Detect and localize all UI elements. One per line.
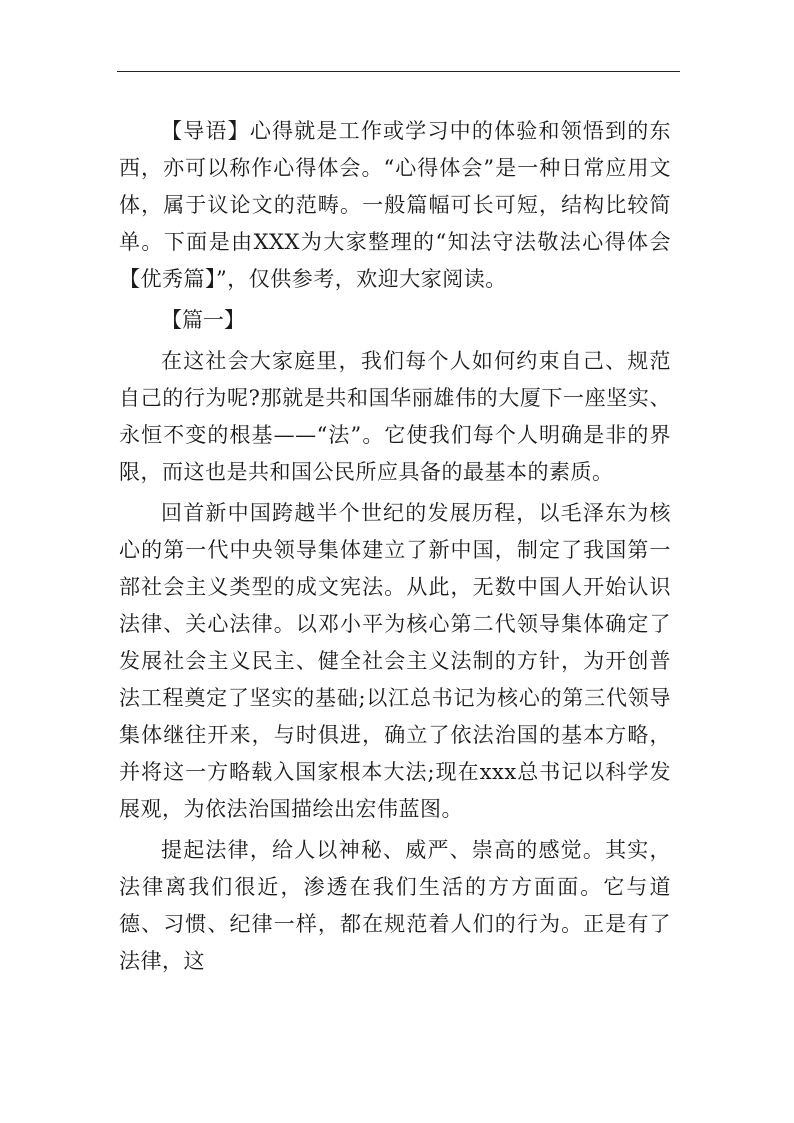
header-rule bbox=[117, 71, 680, 72]
document-body bbox=[119, 113, 671, 984]
body-paragraph-1: 在这社会大家庭里，我们每个人如何约束自己、规范自己的行为呢?那就是共和国华丽雄伟的大厦下一座坚实、永恒不变的根基——“法”。它使我们每个人明确是非的界限，而这也是共和国公民所应具备的最基本的素质。 bbox=[119, 349, 671, 484]
body-paragraph-2: 回首新中国跨越半个世纪的发展历程，以毛泽东为核心的第一代中央领导集体建立了新中国，制定了我国第一部社会主义类型的成文宪法。从此，无数中国人开始认识法律、关心法律。以邓小平为核心第二代领导集体确定了发展社会主义民主、健全社会主义法制的方针，为开创普法工程奠定了坚实的基础;以江总书记为核心的第三代领导集体继往开来，与时俱进，确立了依法治国的基本方略，并将这一方略载入国家根本大法;现在xxx总书记以科学发展观，为依法治国描绘出宏伟蓝图。 bbox=[119, 501, 671, 821]
section-heading: 【篇一】 bbox=[161, 308, 245, 332]
body-paragraph-3: 提起法律，给人以神秘、威严、崇高的感觉。其实，法律离我们很近，渗透在我们生活的方方面面。它与道德、习惯、纪律一样，都在规范着人们的行为。正是有了法律，这 bbox=[119, 838, 671, 973]
intro-paragraph: 【导语】心得就是工作或学习中的体验和领悟到的东西，亦可以称作心得体会。“心得体会”是一种日常应用文体，属于议论文的范畴。一般篇幅可长可短，结构比较简单。下面是由XXX为大家整理的“知法守法敬法心得体会【优秀篇】”，仅供参考，欢迎大家阅读。 bbox=[119, 119, 671, 291]
